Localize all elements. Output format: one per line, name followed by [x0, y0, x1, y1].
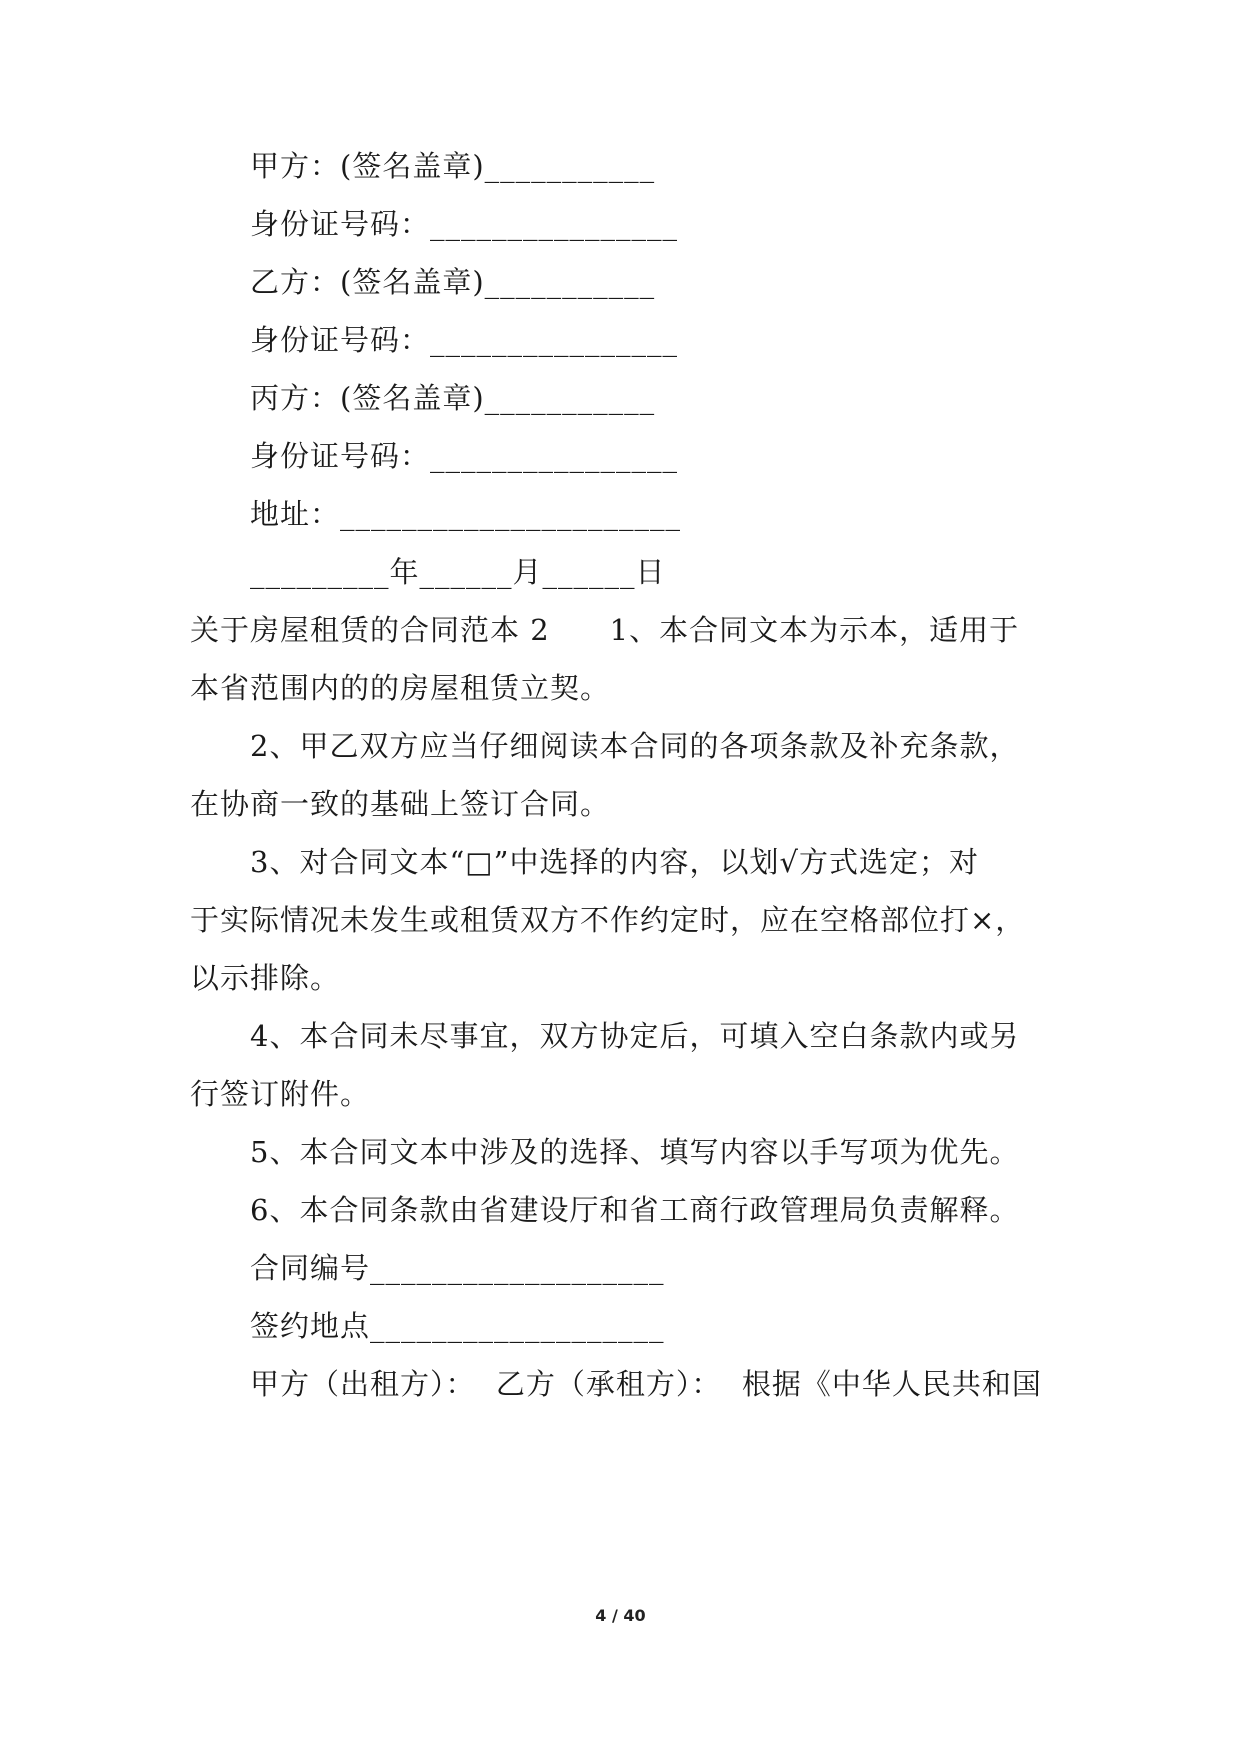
paragraph-line: 以示排除。: [190, 961, 341, 995]
signing-location-line: 签约地点___________________: [250, 1309, 665, 1343]
paragraph-line: 3、对合同文本“□”中选择的内容，以划√方式选定；对: [250, 845, 979, 879]
paragraph-line: 6、本合同条款由省建设厅和省工商行政管理局负责解释。: [250, 1193, 1020, 1227]
paragraph-line: 行签订附件。: [190, 1077, 371, 1111]
paragraph-line: 2、甲乙双方应当仔细阅读本合同的各项条款及补充条款，: [250, 729, 1020, 763]
date-line: _________年______月______日: [250, 555, 666, 589]
party-b-id-line: 身份证号码：________________: [250, 323, 679, 357]
party-a-id-line: 身份证号码：________________: [250, 207, 679, 241]
paragraph-line: 于实际情况未发生或租赁双方不作约定时，应在空格部位打×，: [190, 903, 1026, 937]
paragraph-line: 在协商一致的基础上签订合同。: [190, 787, 611, 821]
contract-title-line: 关于房屋租赁的合同范本 2 1、本合同文本为示本，适用于: [190, 613, 1020, 647]
parties-line: 甲方（出租方）： 乙方（承租方）： 根据《中华人民共和国: [250, 1367, 1042, 1401]
address-line: 地址：______________________: [250, 497, 682, 531]
paragraph-line: 4、本合同未尽事宜，双方协定后，可填入空白条款内或另: [250, 1019, 1020, 1053]
paragraph-line: 本省范围内的的房屋租赁立契。: [190, 671, 611, 705]
party-c-id-line: 身份证号码：________________: [250, 439, 679, 473]
party-a-signature-line: 甲方：(签名盖章)___________: [250, 149, 656, 183]
party-b-signature-line: 乙方：(签名盖章)___________: [250, 265, 656, 299]
paragraph-line: 5、本合同文本中涉及的选择、填写内容以手写项为优先。: [250, 1135, 1020, 1169]
contract-number-line: 合同编号___________________: [250, 1251, 665, 1285]
party-c-signature-line: 丙方：(签名盖章)___________: [250, 381, 656, 415]
page-number: 4 / 40: [595, 1606, 646, 1625]
